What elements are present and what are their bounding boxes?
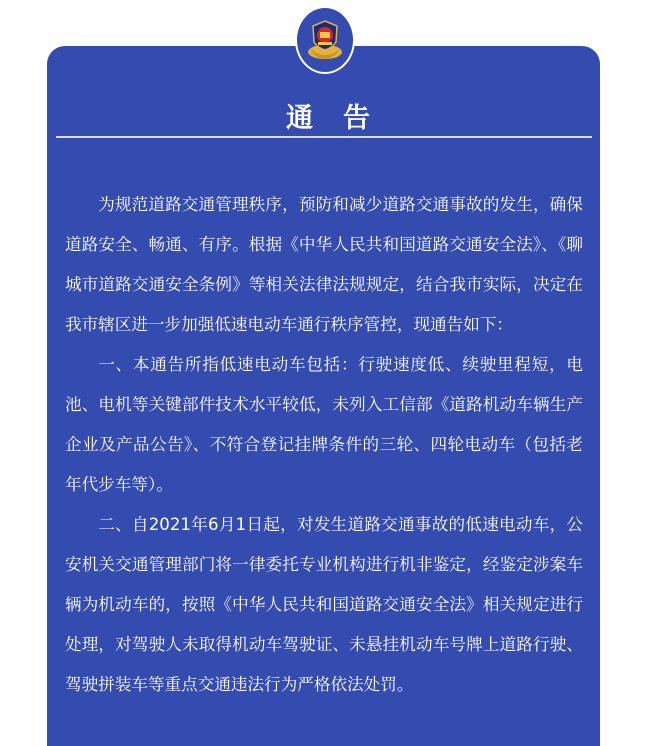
police-emblem — [295, 6, 355, 74]
paragraph-item-2: 二、自2021年6月1日起，对发生道路交通事故的低速电动车，公安机关交通管理部门将一律委托专业机构进行机非鉴定，经鉴定涉案车辆为机动车的，按照《中华人民共和国道路交通安全法》相关规定进行处理，对驾驶人未取得机动车驾驶证、未悬挂机动车号牌上道路行驶、驾驶拼装车等重点交通违法行为严格依法处罚。 — [65, 515, 583, 694]
paragraph-intro: 为规范道路交通管理秩序，预防和减少道路交通事故的发生，确保道路安全、畅通、有序。根据《中华人民共和国道路交通安全法》、《聊城市道路交通安全条例》等相关法律法规规定，结合我市实际，决定在我市辖区进一步加强低速电动车通行秩序管控，现通告如下： — [65, 195, 583, 334]
notice-title: 通告 — [286, 103, 400, 134]
police-emblem-icon — [304, 18, 346, 62]
notice-body — [65, 185, 583, 705]
paragraph-item-1: 一、本通告所指低速电动车包括：行驶速度低、续驶里程短，电池、电机等关键部件技术水平较低，未列入工信部《道路机动车辆生产企业及产品公告》、不符合登记挂牌条件的三轮、四轮电动车（包括老年代步车等）。 — [65, 355, 583, 494]
title-divider — [56, 136, 592, 138]
